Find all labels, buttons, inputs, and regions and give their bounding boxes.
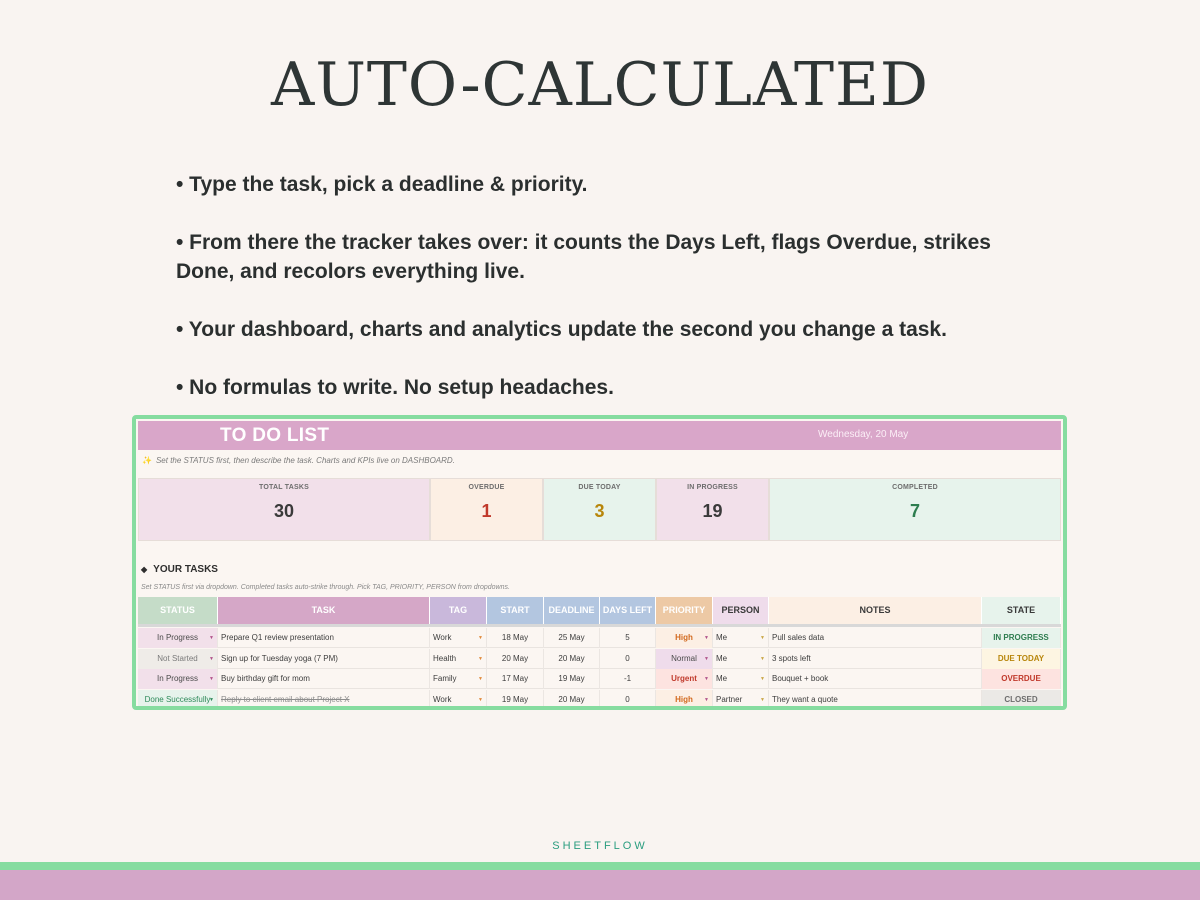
cell-priority[interactable] bbox=[656, 669, 713, 689]
cell-state[interactable] bbox=[982, 628, 1061, 648]
column-header-days-left[interactable]: DAYS LEFT bbox=[600, 597, 656, 624]
cell-person[interactable] bbox=[713, 690, 769, 710]
days-left-value: 5 bbox=[625, 633, 630, 642]
start-value: 20 May bbox=[501, 653, 529, 663]
person-value: Me bbox=[716, 674, 728, 683]
start-value: 18 May bbox=[501, 633, 529, 642]
dropdown-arrow-icon[interactable]: ▼ bbox=[209, 655, 214, 662]
footer-band-green bbox=[0, 862, 1200, 870]
cell-status[interactable] bbox=[138, 669, 218, 689]
cell-deadline[interactable] bbox=[544, 649, 600, 669]
cell-notes[interactable] bbox=[769, 690, 982, 710]
dropdown-arrow-icon[interactable]: ▼ bbox=[209, 635, 214, 641]
deadline-value: 20 May bbox=[558, 694, 585, 704]
column-header-state[interactable]: STATE bbox=[982, 597, 1061, 624]
column-header-start[interactable]: START bbox=[487, 597, 544, 624]
cell-notes[interactable] bbox=[769, 649, 982, 669]
table-row[interactable] bbox=[138, 628, 1061, 648]
cell-task[interactable] bbox=[218, 628, 430, 648]
kpi-card-total-tasks bbox=[138, 478, 430, 541]
cell-deadline[interactable] bbox=[544, 628, 600, 648]
cell-days-left[interactable] bbox=[600, 669, 656, 689]
dropdown-arrow-icon[interactable]: ▼ bbox=[704, 635, 709, 641]
cell-priority[interactable] bbox=[656, 649, 713, 669]
priority-value: Urgent bbox=[671, 674, 697, 683]
cell-state[interactable] bbox=[982, 649, 1061, 669]
bullet-item: • Type the task, pick a deadline & priority. bbox=[176, 173, 588, 196]
cell-person[interactable] bbox=[713, 649, 769, 669]
sheet-hint bbox=[142, 456, 455, 465]
dropdown-arrow-icon[interactable]: ▼ bbox=[209, 696, 214, 703]
bullet-item: • Your dashboard, charts and analytics update the second you change a task. bbox=[176, 318, 947, 341]
start-value: 17 May bbox=[501, 674, 529, 683]
kpi-label: IN PROGRESS bbox=[687, 484, 738, 491]
cell-person[interactable] bbox=[713, 669, 769, 689]
start-value: 19 May bbox=[501, 694, 529, 704]
cell-tag[interactable] bbox=[430, 669, 487, 689]
kpi-label: TOTAL TASKS bbox=[259, 484, 309, 491]
notes-value: Pull sales data bbox=[772, 633, 825, 642]
column-header-deadline[interactable]: DEADLINE bbox=[544, 597, 600, 624]
tag-value: Work bbox=[433, 694, 452, 704]
kpi-label: COMPLETED bbox=[892, 484, 938, 491]
kpi-value: 30 bbox=[273, 501, 295, 521]
bullet-item: • No formulas to write. No setup headaches. bbox=[176, 376, 614, 399]
table-row[interactable] bbox=[138, 690, 1061, 710]
deadline-value: 19 May bbox=[558, 674, 585, 683]
cell-state[interactable] bbox=[982, 669, 1061, 689]
sheet-title: TO DO LIST bbox=[220, 425, 330, 446]
dropdown-arrow-icon[interactable]: ▼ bbox=[704, 676, 709, 682]
sparkle-icon: ✨ bbox=[142, 456, 152, 465]
status-value: In Progress bbox=[157, 674, 198, 683]
cell-notes[interactable] bbox=[769, 669, 982, 689]
kpi-card-overdue bbox=[430, 478, 543, 541]
column-header-person[interactable]: PERSON bbox=[713, 597, 769, 624]
cell-days-left[interactable] bbox=[600, 628, 656, 648]
deadline-value: 20 May bbox=[558, 653, 585, 663]
kpi-value: 7 bbox=[909, 501, 920, 521]
cell-tag[interactable] bbox=[430, 649, 487, 669]
status-value: Not Started bbox=[157, 653, 198, 663]
task-value: Reply to client email about Project X bbox=[221, 694, 350, 704]
deadline-value: 25 May bbox=[558, 633, 585, 642]
dropdown-arrow-icon[interactable]: ▼ bbox=[704, 655, 709, 662]
task-value: Prepare Q1 review presentation bbox=[221, 633, 334, 642]
section-hint: Set STATUS first via dropdown. Completed tasks auto-strike through. Pick TAG, PRIORITY, PERSON from dropdowns. bbox=[141, 584, 510, 591]
cell-task[interactable] bbox=[218, 690, 430, 710]
cell-deadline[interactable] bbox=[544, 669, 600, 689]
sheet-title-bar bbox=[138, 421, 1061, 450]
dropdown-arrow-icon[interactable]: ▼ bbox=[478, 635, 483, 641]
cell-deadline[interactable] bbox=[544, 690, 600, 710]
days-left-value: 0 bbox=[625, 653, 630, 663]
cell-status[interactable] bbox=[138, 649, 218, 669]
table-row[interactable] bbox=[138, 649, 1061, 669]
notes-value: 3 spots left bbox=[772, 653, 811, 663]
brand-name: SHEETFLOW bbox=[552, 840, 648, 852]
cell-start[interactable] bbox=[487, 690, 544, 710]
kpi-value: 3 bbox=[594, 501, 605, 521]
cell-priority[interactable] bbox=[656, 690, 713, 710]
cell-days-left[interactable] bbox=[600, 649, 656, 669]
section-title-text: YOUR TASKS bbox=[153, 564, 218, 575]
sheet-hint-text: Set the STATUS first, then describe the task. Charts and KPIs live on DASHBOARD. bbox=[155, 456, 455, 465]
diamond-icon: ◆ bbox=[141, 565, 148, 574]
dropdown-arrow-icon[interactable]: ▼ bbox=[209, 676, 214, 682]
cell-status[interactable] bbox=[138, 628, 218, 648]
state-value: OVERDUE bbox=[1001, 674, 1041, 683]
person-value: Me bbox=[716, 653, 728, 663]
cell-priority[interactable] bbox=[656, 628, 713, 648]
tag-value: Health bbox=[433, 653, 457, 663]
dropdown-arrow-icon[interactable]: ▼ bbox=[478, 676, 483, 682]
priority-value: High bbox=[675, 694, 693, 704]
kpi-card-in-progress bbox=[656, 478, 769, 541]
state-value: DUE TODAY bbox=[997, 653, 1045, 663]
notes-value: They want a quote bbox=[772, 694, 838, 704]
dropdown-arrow-icon[interactable]: ▼ bbox=[760, 696, 765, 703]
status-value: Done Successfully bbox=[144, 694, 211, 704]
header-divider bbox=[138, 624, 1061, 627]
notes-value: Bouquet + book bbox=[772, 674, 829, 683]
cell-start[interactable] bbox=[487, 628, 544, 648]
task-value: Buy birthday gift for mom bbox=[221, 674, 310, 683]
feature-bullets bbox=[176, 170, 1026, 431]
days-left-value: -1 bbox=[623, 674, 632, 683]
cell-tag[interactable] bbox=[430, 628, 487, 648]
kpi-card-due-today bbox=[543, 478, 656, 541]
tag-value: Work bbox=[433, 633, 452, 642]
sheet-date: Wednesday, 20 May bbox=[818, 429, 909, 440]
column-header-task[interactable]: TASK bbox=[218, 597, 430, 624]
task-value: Sign up for Tuesday yoga (7 PM) bbox=[221, 653, 338, 663]
dropdown-arrow-icon[interactable]: ▼ bbox=[760, 655, 765, 662]
priority-value: Normal bbox=[671, 653, 697, 663]
state-value: CLOSED bbox=[1004, 694, 1038, 704]
kpi-card-completed bbox=[769, 478, 1061, 541]
dropdown-arrow-icon[interactable]: ▼ bbox=[478, 655, 483, 662]
page-headline: AUTO-CALCULATED bbox=[271, 50, 929, 120]
priority-value: High bbox=[675, 633, 693, 642]
dropdown-arrow-icon[interactable]: ▼ bbox=[704, 696, 709, 703]
state-value: IN PROGRESS bbox=[993, 633, 1049, 642]
dropdown-arrow-icon[interactable]: ▼ bbox=[760, 676, 765, 682]
cell-task[interactable] bbox=[218, 669, 430, 689]
cell-tag[interactable] bbox=[430, 690, 487, 710]
column-header-tag[interactable]: TAG bbox=[430, 597, 487, 624]
cell-state[interactable] bbox=[982, 690, 1061, 710]
cell-status[interactable] bbox=[138, 690, 218, 710]
cell-start[interactable] bbox=[487, 669, 544, 689]
person-value: Me bbox=[716, 633, 728, 642]
tag-value: Family bbox=[433, 674, 457, 683]
dropdown-arrow-icon[interactable]: ▼ bbox=[760, 635, 765, 641]
status-value: In Progress bbox=[157, 633, 198, 642]
cell-notes[interactable] bbox=[769, 628, 982, 648]
kpi-value: 1 bbox=[481, 501, 492, 521]
table-row[interactable] bbox=[138, 669, 1061, 689]
section-title bbox=[141, 564, 218, 575]
kpi-label: DUE TODAY bbox=[578, 484, 621, 491]
column-header-priority[interactable]: PRIORITY bbox=[656, 597, 713, 624]
kpi-value: 19 bbox=[702, 501, 723, 521]
days-left-value: 0 bbox=[625, 694, 630, 704]
cell-person[interactable] bbox=[713, 628, 769, 648]
column-header-notes[interactable]: NOTES bbox=[769, 597, 982, 624]
footer-band-pink bbox=[0, 870, 1200, 900]
cell-start[interactable] bbox=[487, 649, 544, 669]
cell-task[interactable] bbox=[218, 649, 430, 669]
kpi-label: OVERDUE bbox=[468, 484, 505, 491]
dropdown-arrow-icon[interactable]: ▼ bbox=[478, 696, 483, 703]
bullet-item: • From there the tracker takes over: it counts the Days Left, flags Overdue, strikes Done, and recolors everything live. bbox=[176, 231, 991, 283]
person-value: Partner bbox=[716, 694, 743, 704]
cell-days-left[interactable] bbox=[600, 690, 656, 710]
spreadsheet-screenshot bbox=[132, 415, 1067, 710]
column-header-status[interactable]: STATUS bbox=[138, 597, 218, 624]
